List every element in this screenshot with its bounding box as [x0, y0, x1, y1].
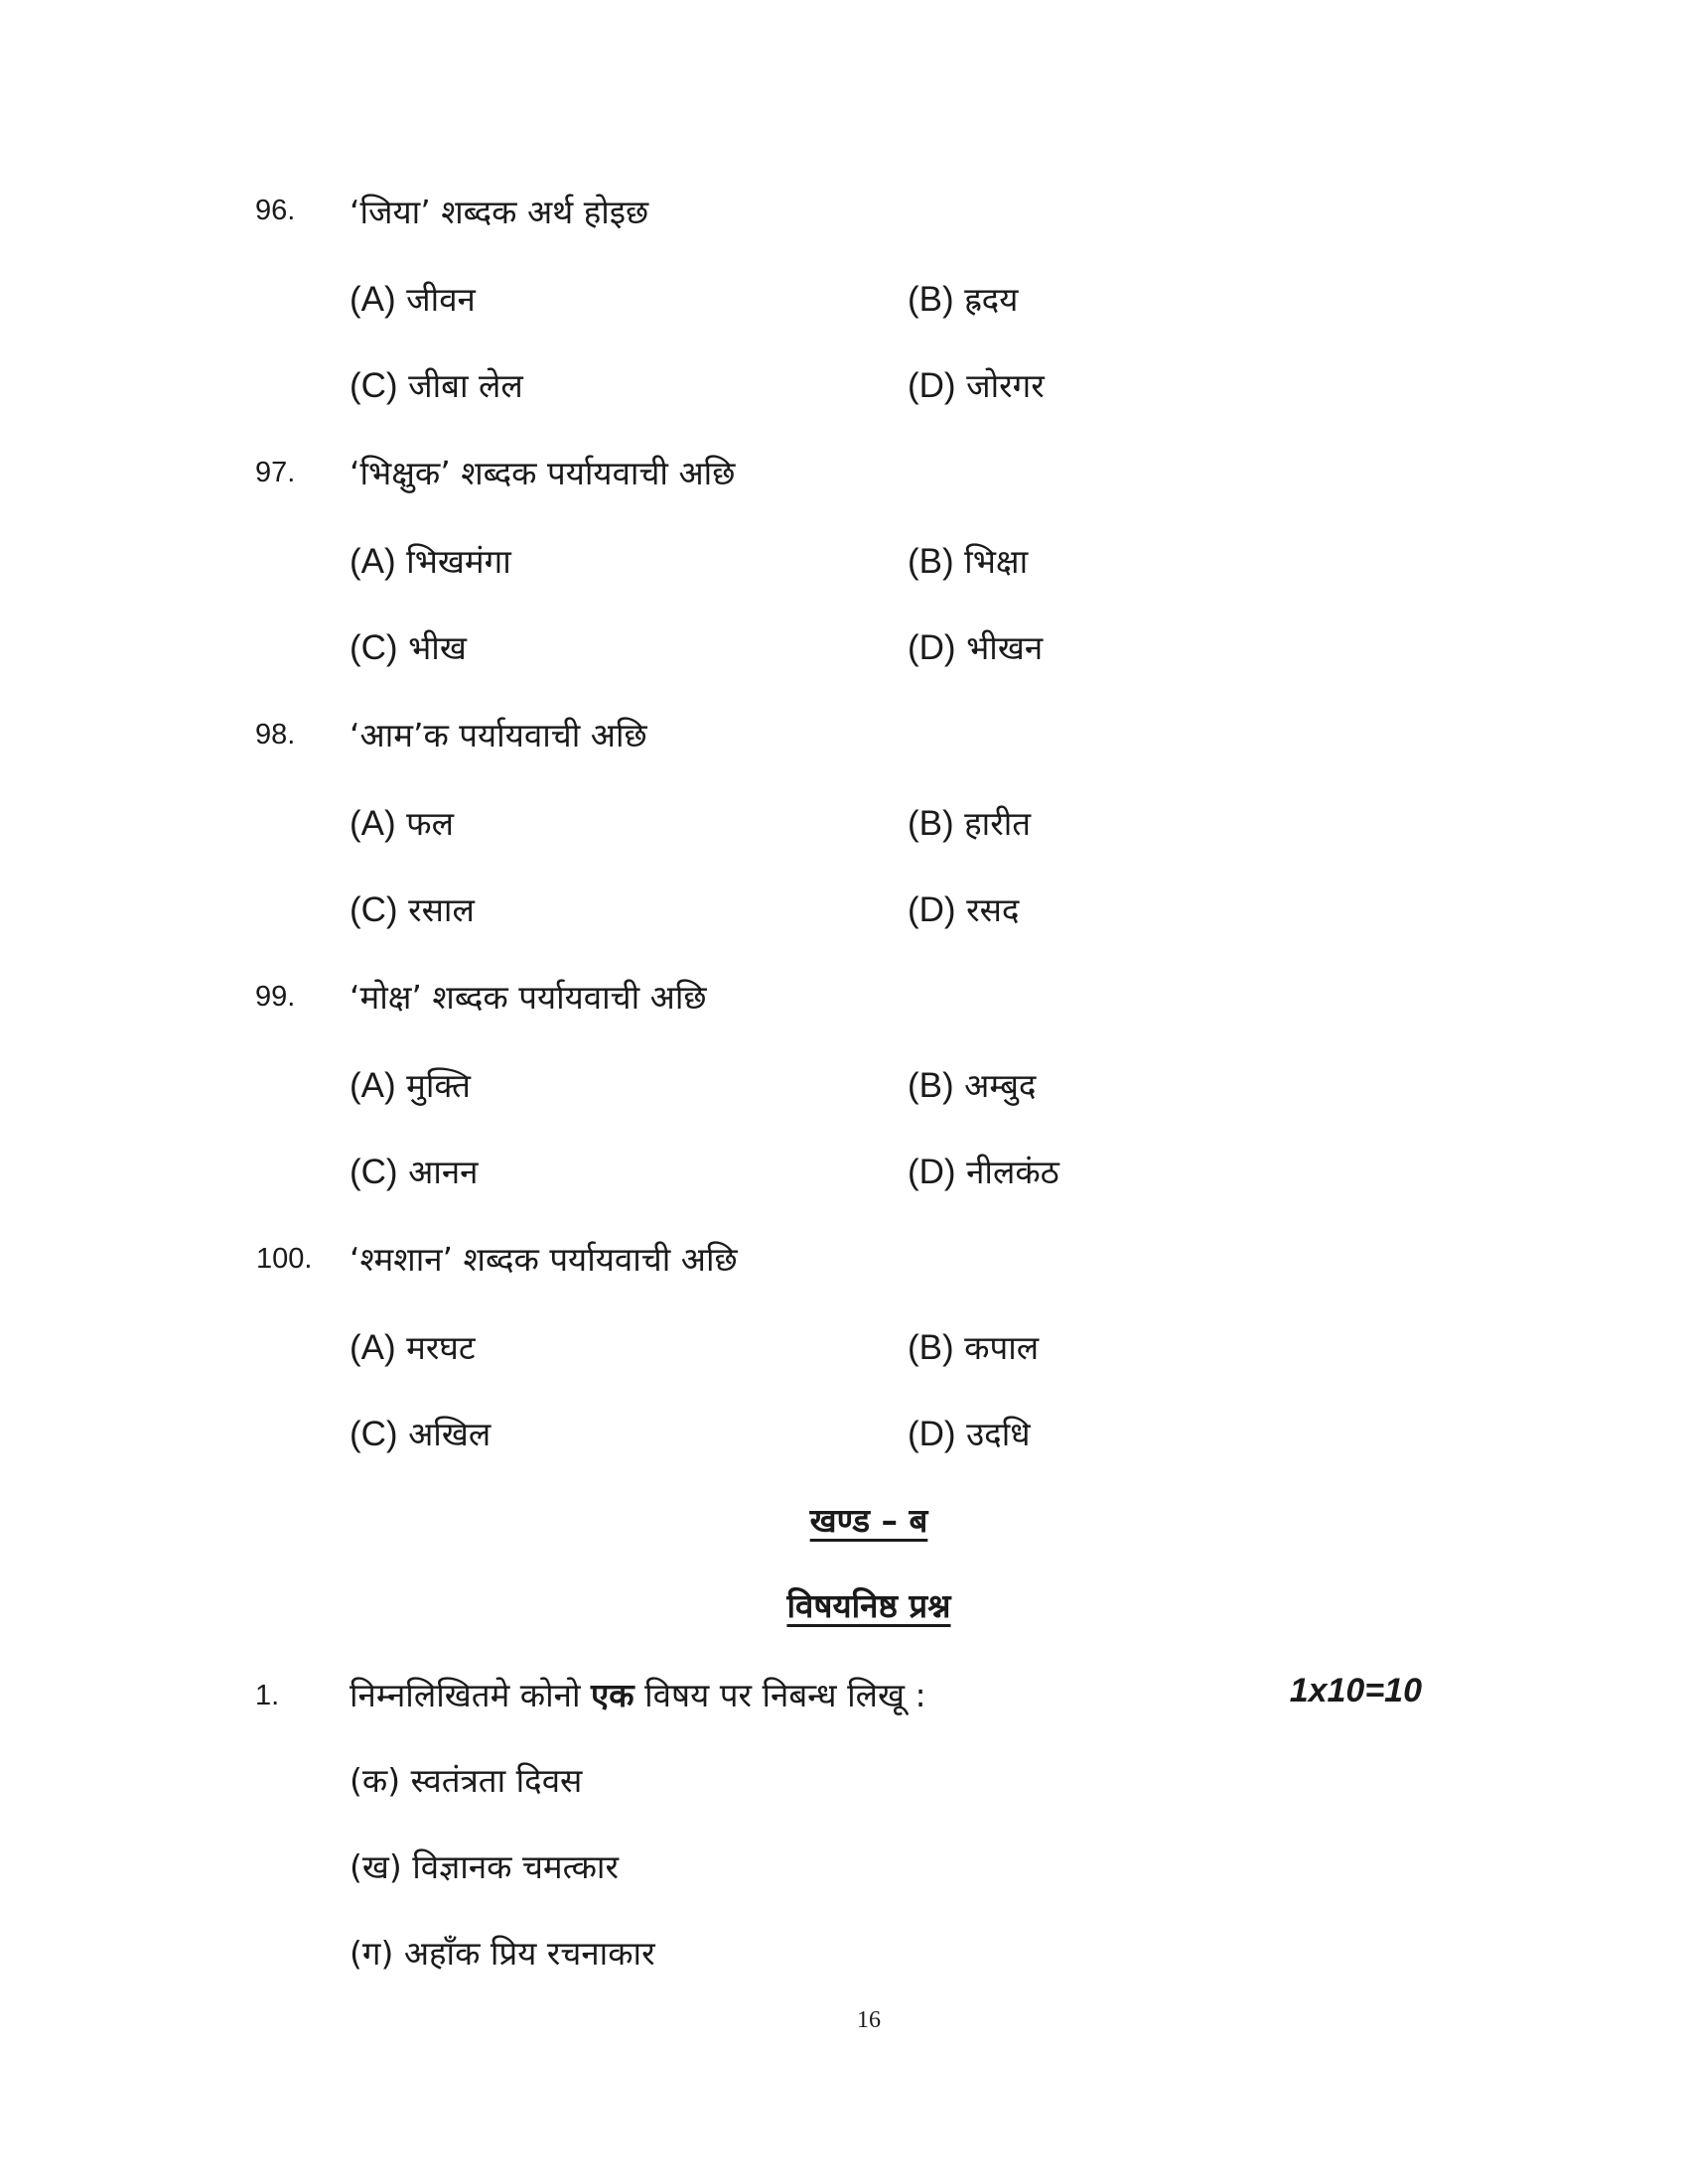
- question-text: ‘आम’क पर्यायवाची अछि: [350, 716, 647, 754]
- option-c: (C) रसाल: [350, 890, 475, 929]
- option-d: (D) भीखन: [908, 628, 1044, 667]
- essay-topic-1: (क) स्वतंत्रता दिवस: [350, 1761, 583, 1800]
- question-number: 97.: [255, 457, 296, 488]
- option-b: (B) भिक्षा: [908, 542, 1029, 581]
- question-number: 96.: [255, 195, 296, 226]
- option-b: (B) कपाल: [908, 1328, 1040, 1367]
- question-number: 99.: [255, 981, 296, 1013]
- option-a: (A) फल: [350, 804, 454, 843]
- section-subtitle: विषयनिष्ठ प्रश्न: [786, 1586, 951, 1625]
- essay-topic-3: (ग) अहाँक प्रिय रचनाकार: [350, 1934, 655, 1973]
- question-number: 98.: [255, 719, 296, 751]
- option-c: (C) भीख: [350, 628, 467, 667]
- option-d: (D) नीलकंठ: [908, 1153, 1059, 1191]
- essay-topic-2: (ख) विज्ञानक चमत्कार: [350, 1847, 619, 1886]
- question-text: ‘मोक्ष’ शब्दक पर्यायवाची अछि: [350, 978, 707, 1017]
- question-number: 1.: [255, 1680, 280, 1711]
- section-title: खण्ड – ब: [809, 1501, 928, 1540]
- option-b: (B) ह्रदय: [908, 280, 1019, 319]
- option-c: (C) अखिल: [350, 1415, 492, 1453]
- question-text: ‘जिया’ शब्दक अर्थ होइछ: [350, 193, 649, 231]
- option-b: (B) अम्बुद: [908, 1066, 1037, 1105]
- option-d: (D) जोरगर: [908, 366, 1045, 405]
- question-text: निम्नलिखितमे कोनो एक विषय पर निबन्ध लिखू :: [350, 1676, 926, 1714]
- question-number: 100.: [256, 1243, 313, 1275]
- option-c: (C) जीबा लेल: [350, 366, 523, 405]
- option-d: (D) रसद: [908, 890, 1020, 929]
- option-a: (A) मुक्ति: [350, 1066, 471, 1105]
- option-d: (D) उदधि: [908, 1415, 1031, 1453]
- option-a: (A) मरघट: [350, 1328, 476, 1367]
- question-text: ‘भिक्षुक’ शब्दक पर्यायवाची अछि: [350, 454, 736, 492]
- option-a: (A) जीवन: [350, 280, 476, 319]
- option-a: (A) भिखमंगा: [350, 542, 511, 581]
- page-number: 16: [857, 2007, 881, 2033]
- marks-label: 1x10=10: [1289, 1672, 1422, 1709]
- option-c: (C) आनन: [350, 1153, 479, 1191]
- option-b: (B) हारीत: [908, 804, 1032, 843]
- question-text: ‘श्मशान’ शब्दक पर्यायवाची अछि: [350, 1240, 738, 1279]
